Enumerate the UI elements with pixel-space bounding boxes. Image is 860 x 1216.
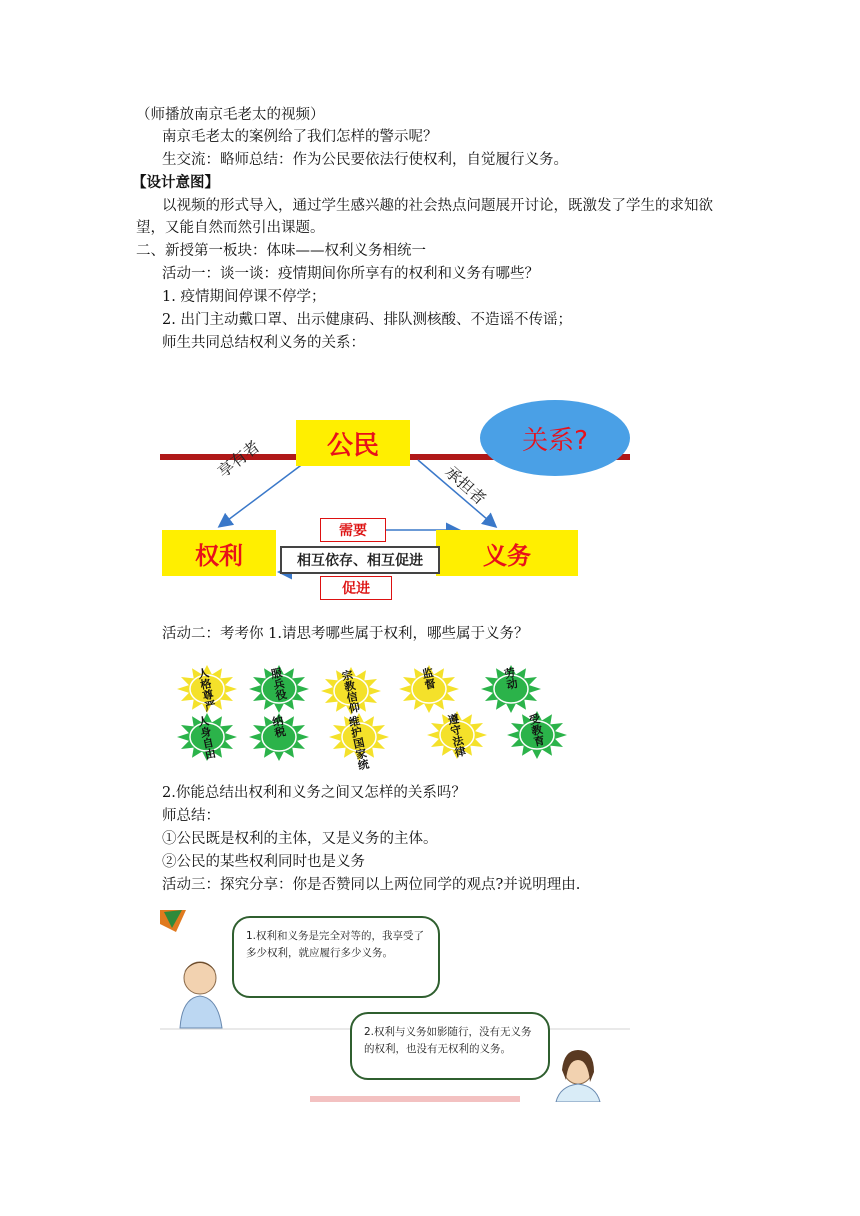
text-line: ①公民既是权利的主体，又是义务的主体。	[162, 831, 438, 847]
sun-badge	[246, 712, 312, 762]
sun-badge	[478, 664, 544, 714]
sun-badge-label: 人格尊严	[196, 666, 218, 714]
sun-badge-label: 纳税	[271, 714, 287, 740]
text-line: 师生共同总结权利义务的关系：	[162, 335, 365, 351]
speech-bubble: 2.权利与义务如影随行，没有无义务的权利，也没有无权利的义务。	[350, 1012, 550, 1080]
sun-badge	[396, 664, 462, 714]
sun-badge-label: 人身自由	[196, 714, 218, 762]
text-line: 师总结：	[162, 808, 220, 824]
mutual-label: 相互依存、相互促进	[280, 546, 440, 574]
sun-badge-label: 宗教信仰	[340, 668, 362, 716]
sun-badge	[424, 710, 490, 760]
sun-badge-label: 监督	[421, 666, 437, 692]
sun-badge-label: 受教育	[527, 712, 547, 749]
sun-badge	[326, 712, 392, 773]
promote-label: 促进	[320, 576, 392, 600]
need-label: 需要	[320, 518, 386, 542]
text-line: 南京毛老太的案例给了我们怎样的警示呢？	[162, 129, 438, 145]
bearer-label: 承担者	[441, 462, 490, 509]
text-line: 活动一：谈一谈：疫情期间你所享有的权利和义务有哪些？	[162, 266, 539, 282]
rights-duties-diagram	[160, 398, 630, 600]
text-line: 望，又能自然而然引出课题。	[136, 220, 325, 236]
holder-label: 享有者	[213, 436, 264, 482]
text-line: 活动三：探究分享：你是否赞同以上两位同学的观点?并说明理由.	[162, 877, 581, 893]
text-line: 2.你能总结出权利和义务之间又怎样的关系吗？	[162, 785, 466, 801]
relation-ellipse: 关系?	[480, 400, 630, 476]
text-line: 二、新授第一板块：体味——权利义务相统一	[136, 243, 426, 259]
section-heading: 【设计意图】	[132, 174, 219, 191]
text-line: 活动二：考考你 1.请思考哪些属于权利，哪些属于义务？	[162, 626, 529, 642]
sun-badge-label: 服兵役	[269, 666, 289, 703]
text-line: ②公民的某些权利同时也是义务	[162, 854, 365, 870]
duties-box: 义务	[436, 530, 578, 576]
rights-box: 权利	[162, 530, 276, 576]
sun-badge-label: 维护国家统	[347, 714, 371, 773]
text-line: （师播放南京毛老太的视频）	[136, 107, 325, 123]
sun-badge	[246, 664, 312, 714]
text-line: 生交流：略师总结：作为公民要依法行使权利，自觉履行义务。	[162, 152, 568, 168]
dialogue-illustration	[160, 910, 630, 1102]
speech-bubble: 1.权利和义务是完全对等的，我享受了多少权利，就应履行多少义务。	[232, 916, 440, 998]
sun-badge	[504, 710, 570, 760]
sun-badge	[174, 664, 240, 714]
text-line: 以视频的形式导入，通过学生感兴趣的社会热点问题展开讨论，既激发了学生的求知欲	[162, 198, 713, 214]
sun-badge-label: 劳动	[503, 666, 519, 692]
sun-badge	[174, 712, 240, 762]
sun-badge-label: 遵守法律	[446, 712, 468, 760]
text-line: 2. 出门主动戴口罩、出示健康码、排队测核酸、不造谣不传谣；	[162, 312, 572, 328]
rights-duties-badges	[160, 662, 580, 773]
citizen-box: 公民	[296, 420, 410, 466]
sun-badge	[318, 666, 384, 716]
text-line: 1. 疫情期间停课不停学；	[162, 289, 326, 305]
